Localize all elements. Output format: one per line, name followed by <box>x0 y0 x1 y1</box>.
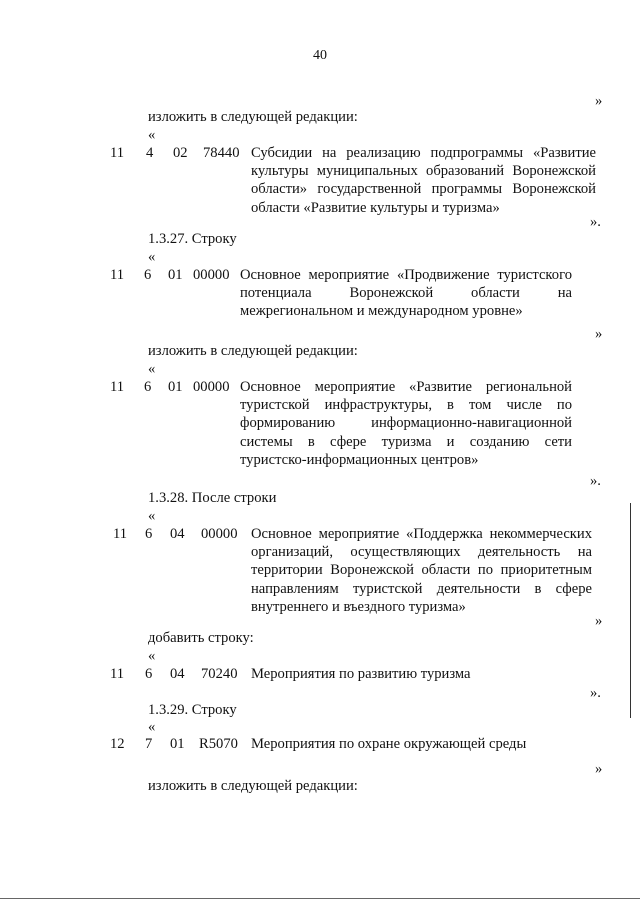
row-code-1: 12 <box>110 736 125 752</box>
row-code-1: 11 <box>110 666 125 682</box>
closing-quote: ». <box>590 473 601 489</box>
row-code-3: 01 <box>168 379 183 395</box>
row-code-2: 7 <box>145 736 153 752</box>
row-code-3: 04 <box>170 666 185 682</box>
row-code-2: 4 <box>146 145 154 161</box>
page-number: 40 <box>313 48 327 63</box>
section-heading: 1.3.28. После строки <box>148 490 277 506</box>
row-code-2: 6 <box>145 526 153 542</box>
row-description: Субсидии на реализацию подпрограммы «Развитие культуры муниципальных образований Воронежской области» государственной программы Воронежской области «Развитие культуры и туризма» <box>251 145 596 216</box>
row-description: Основное мероприятие «Развитие региональной туристской инфраструктуры, в том числе по формированию информационно-навигационной системы в сфере туризма и созданию сети туристско-информационных центров» <box>240 379 572 468</box>
row-description: Мероприятия по развитию туризма <box>251 666 471 682</box>
page-edge-line <box>0 898 640 899</box>
row-code-3: 01 <box>170 736 185 752</box>
instruction-text: добавить строку: <box>148 630 254 646</box>
opening-quote: « <box>148 508 156 524</box>
section-heading: 1.3.29. Строку <box>148 702 237 718</box>
row-code-1: 11 <box>110 267 125 283</box>
row-code-4: 00000 <box>201 526 238 542</box>
instruction-text: изложить в следующей редакции: <box>148 778 358 794</box>
row-code-4: R5070 <box>199 736 238 752</box>
row-code-2: 6 <box>144 267 152 283</box>
row-code-4: 78440 <box>203 145 240 161</box>
opening-quote: « <box>148 361 156 377</box>
row-code-1: 11 <box>110 379 125 395</box>
closing-quote: ». <box>590 685 601 701</box>
margin-line <box>630 503 631 718</box>
row-description: Основное мероприятие «Поддержка некоммерческих организаций, осуществляющих деятельность на территории Воронежской области по приоритетным направлениям туристской деятельности в сфере внутреннего и въездного туризма» <box>251 526 592 615</box>
closing-quote: » <box>595 93 603 109</box>
opening-quote: « <box>148 719 156 735</box>
closing-quote: ». <box>590 214 601 230</box>
row-code-3: 04 <box>170 526 185 542</box>
row-code-3: 01 <box>168 267 183 283</box>
closing-quote: » <box>595 761 603 777</box>
instruction-text: изложить в следующей редакции: <box>148 109 358 125</box>
opening-quote: « <box>148 648 156 664</box>
opening-quote: « <box>148 249 156 265</box>
row-code-2: 6 <box>145 666 153 682</box>
row-code-2: 6 <box>144 379 152 395</box>
row-code-1: 11 <box>113 526 128 542</box>
row-description: Основное мероприятие «Продвижение туристского потенциала Воронежской области на межрегиональном и международном уровне» <box>240 267 572 320</box>
section-heading: 1.3.27. Строку <box>148 231 237 247</box>
row-code-1: 11 <box>110 145 125 161</box>
row-code-4: 70240 <box>201 666 238 682</box>
row-code-4: 00000 <box>193 267 230 283</box>
instruction-text: изложить в следующей редакции: <box>148 343 358 359</box>
row-description: Мероприятия по охране окружающей среды <box>251 736 527 752</box>
row-code-4: 00000 <box>193 379 230 395</box>
closing-quote: » <box>595 613 603 629</box>
opening-quote: « <box>148 127 156 143</box>
row-code-3: 02 <box>173 145 188 161</box>
closing-quote: » <box>595 326 603 342</box>
